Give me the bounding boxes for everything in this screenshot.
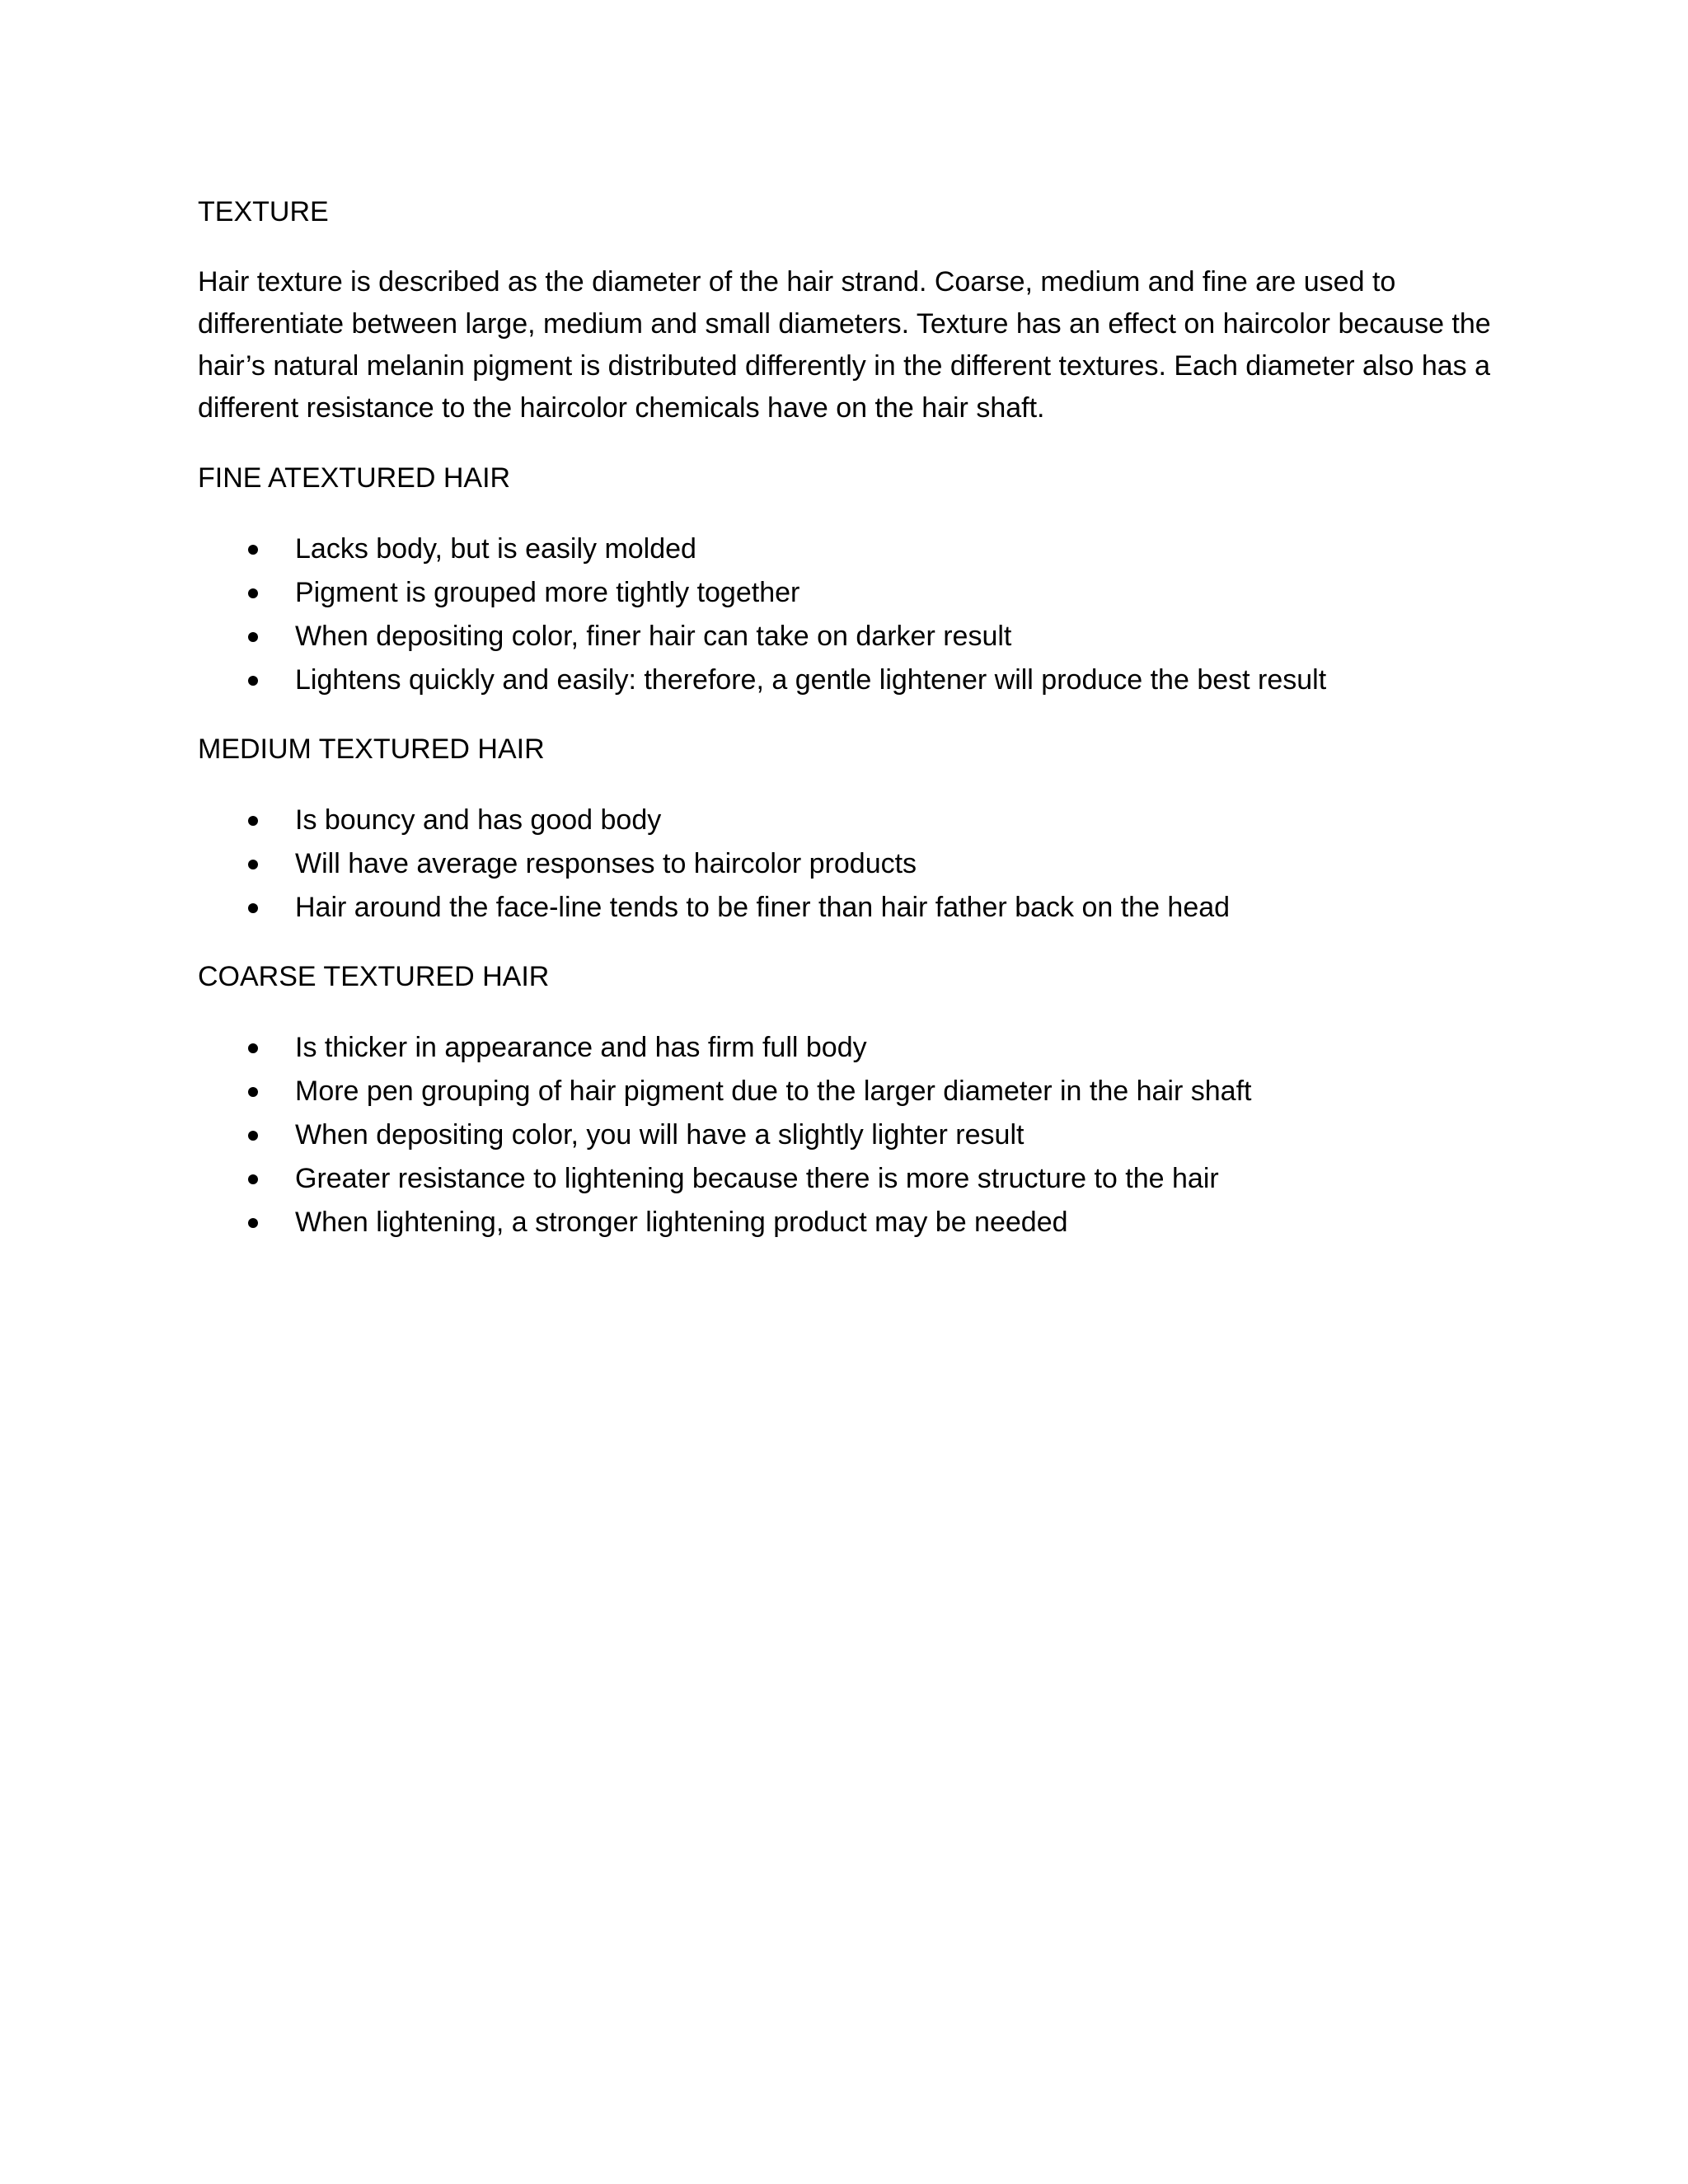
list-item (198, 658, 1500, 702)
list-item (198, 1026, 1500, 1070)
list-item-text: Will have average responses to haircolor products (295, 848, 917, 879)
list-item-text: Lightens quickly and easily: therefore, a gentle lightener will produce the best result (295, 664, 1327, 696)
medium-hair-heading: MEDIUM TEXTURED HAIR (198, 733, 545, 765)
list-item-text: Greater resistance to lightening because there is more structure to the hair (295, 1163, 1219, 1194)
texture-paragraph: Hair texture is described as the diameter of the hair strand. Coarse, medium and fine are used to differentiate between large, medium and small diameters. Texture has an effect on haircolor because the hair’s natural melanin pigment is distributed differently in the different textures. Each diameter also has a different resistance to the haircolor chemicals have on the hair shaft. (198, 266, 1491, 424)
list-item-text: Is thicker in appearance and has firm full body (295, 1032, 867, 1063)
texture-heading: TEXTURE (198, 196, 329, 227)
fine-hair-heading: FINE ATEXTURED HAIR (198, 462, 511, 494)
bullet-icon (248, 1043, 258, 1053)
list-item (198, 799, 1500, 842)
list-item (198, 1201, 1500, 1244)
coarse-hair-list (198, 1026, 1500, 1244)
coarse-hair-heading: COARSE TEXTURED HAIR (198, 961, 550, 992)
bullet-icon (248, 1087, 258, 1097)
document-page (198, 191, 1500, 1271)
list-item (198, 1070, 1500, 1113)
list-item-text: Hair around the face-line tends to be finer than hair father back on the head (295, 892, 1231, 923)
list-item (198, 1157, 1500, 1201)
list-item-text: When depositing color, you will have a slightly lighter result (295, 1119, 1025, 1151)
bullet-icon (248, 903, 258, 913)
bullet-icon (248, 1174, 258, 1184)
list-item (198, 1113, 1500, 1157)
bullet-icon (248, 860, 258, 869)
list-item-text: Lacks body, but is easily molded (295, 533, 696, 565)
list-item (198, 886, 1500, 930)
bullet-icon (248, 1131, 258, 1141)
list-item (198, 527, 1500, 571)
bullet-icon (248, 588, 258, 598)
medium-hair-list (198, 799, 1500, 930)
bullet-icon (248, 816, 258, 826)
bullet-icon (248, 1218, 258, 1228)
list-item-text: When lightening, a stronger lightening product may be needed (295, 1207, 1068, 1238)
list-item (198, 571, 1500, 615)
bullet-icon (248, 545, 258, 555)
list-item-text: When depositing color, finer hair can take on darker result (295, 621, 1012, 652)
bullet-icon (248, 632, 258, 642)
bullet-icon (248, 676, 258, 686)
fine-hair-list (198, 527, 1500, 702)
list-item-text: More pen grouping of hair pigment due to the larger diameter in the hair shaft (295, 1076, 1252, 1107)
list-item (198, 615, 1500, 658)
list-item-text: Pigment is grouped more tightly together (295, 577, 800, 608)
list-item-text: Is bouncy and has good body (295, 804, 662, 836)
list-item (198, 842, 1500, 886)
